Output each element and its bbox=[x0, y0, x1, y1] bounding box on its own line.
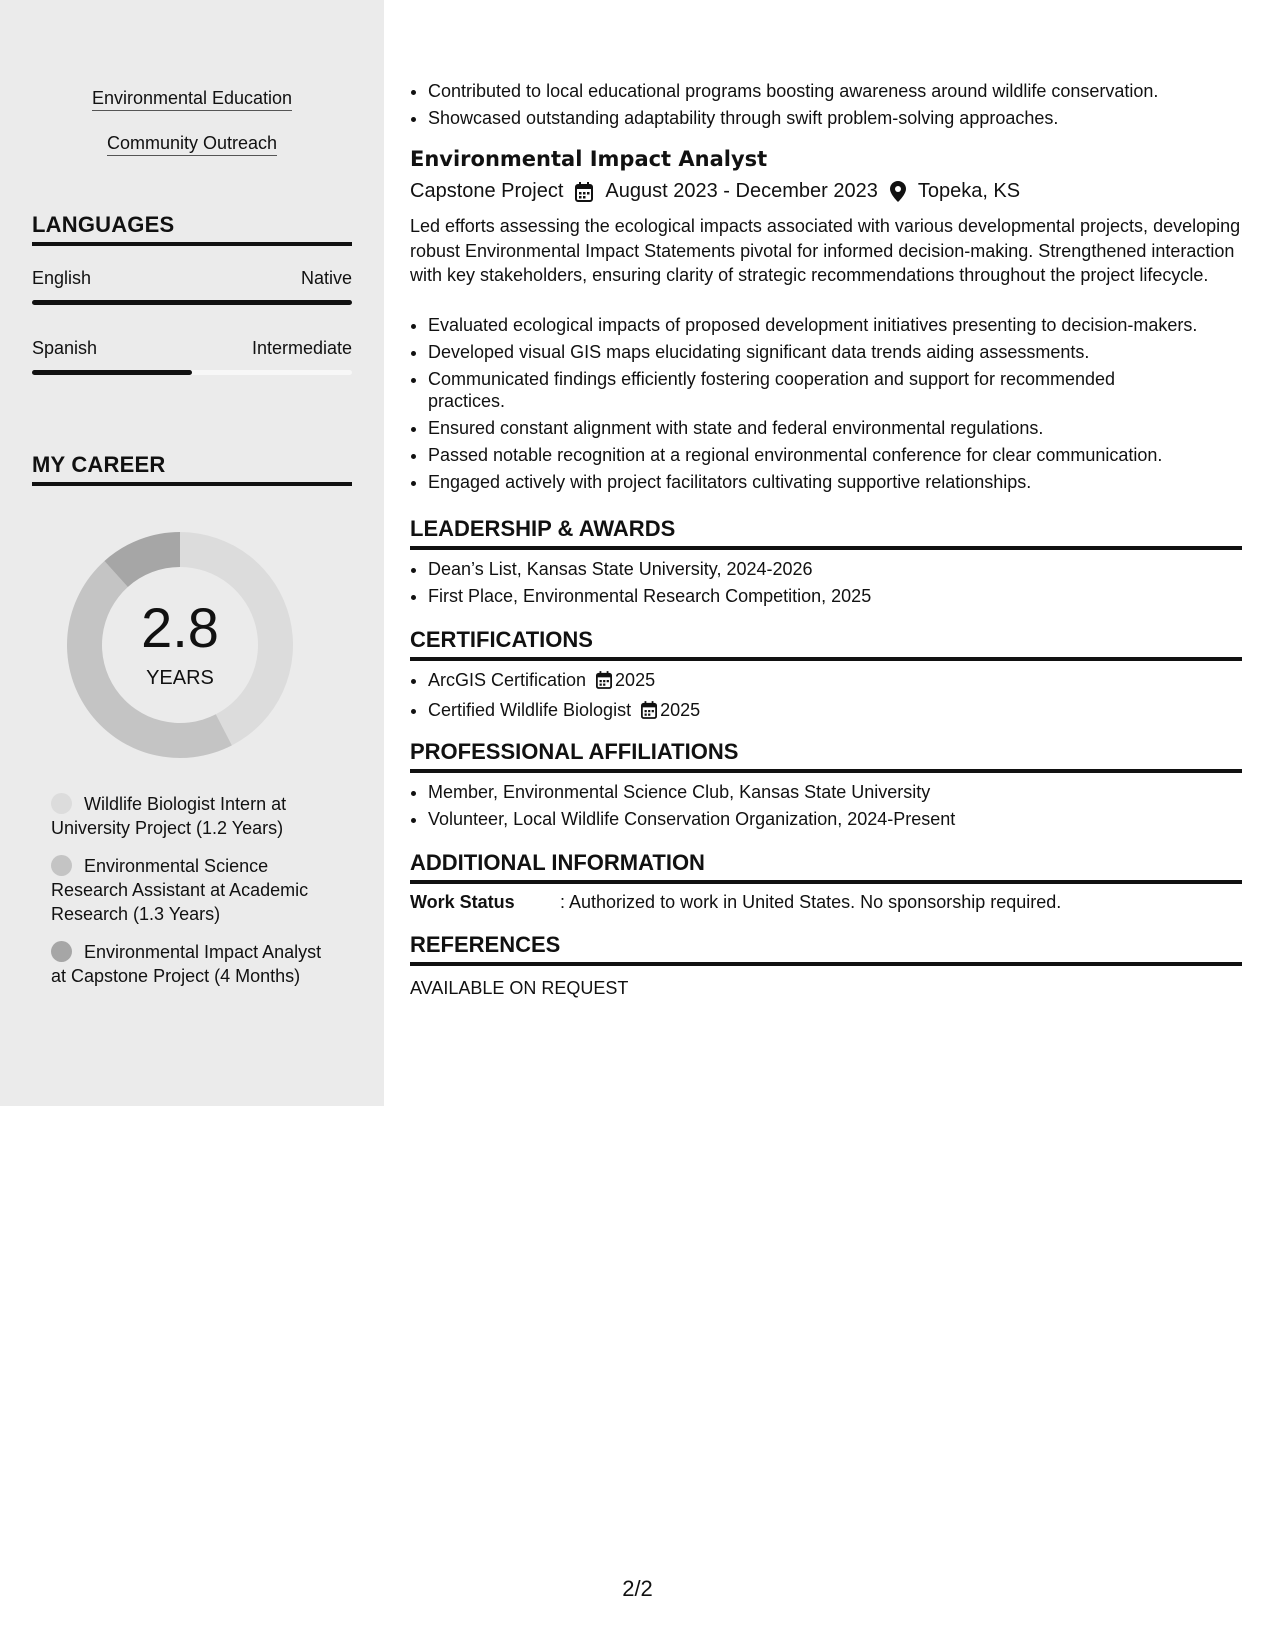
previous-job-bullets bbox=[410, 80, 1260, 134]
location-pin-icon bbox=[890, 181, 906, 202]
list-item: • Evaluated ecological impacts of proposed development initiatives presenting to decision-makers. bbox=[428, 314, 1260, 336]
career-legend-item: Wildlife Biologist Intern at University Project (1.2 Years) bbox=[51, 794, 287, 838]
list-item: • Contributed to local educational programs boosting awareness around wildlife conservation. bbox=[428, 80, 1260, 102]
donut-segment bbox=[67, 561, 232, 758]
cert-year: 2025 bbox=[615, 670, 656, 690]
certifications-heading: CERTIFICATIONS bbox=[410, 627, 1242, 661]
skill-tag: Environmental Education bbox=[0, 88, 384, 109]
list-item: • Member, Environmental Science Club, Kansas State University bbox=[428, 781, 1260, 803]
job-company: Capstone Project bbox=[410, 180, 564, 202]
list-item: • Volunteer, Local Wildlife Conservation Organization, 2024-Present bbox=[428, 808, 1260, 830]
work-status-value: : Authorized to work in United States. No sponsorship required. bbox=[560, 892, 1062, 912]
language-name: Spanish bbox=[32, 338, 98, 358]
language-row bbox=[32, 338, 352, 359]
language-level: Intermediate bbox=[251, 338, 352, 358]
calendar-icon bbox=[641, 701, 657, 724]
career-heading: MY CAREER bbox=[32, 452, 352, 486]
career-total-unit: YEARS bbox=[146, 667, 214, 689]
job-meta bbox=[410, 180, 1020, 203]
list-item: • Certified Wildlife Biologist 2025 bbox=[428, 699, 1260, 724]
career-legend-item: Environmental Science Research Assistant at Academic Research (1.3 Years) bbox=[51, 856, 309, 924]
career-total-years: 2.8 bbox=[141, 596, 219, 659]
list-item: • Developed visual GIS maps elucidating significant data trends aiding assessments. bbox=[428, 341, 1260, 363]
references-text: AVAILABLE ON REQUEST bbox=[410, 978, 629, 998]
list-item: • Ensured constant alignment with state and federal environmental regulations. bbox=[428, 417, 1260, 439]
calendar-icon bbox=[596, 671, 612, 694]
page-number: 2/2 bbox=[622, 1576, 653, 1601]
career-legend-item: Environmental Impact Analyst at Capstone Project (4 Months) bbox=[51, 942, 322, 986]
list-item: • ArcGIS Certification 2025 bbox=[428, 669, 1260, 694]
additional-info-heading: ADDITIONAL INFORMATION bbox=[410, 850, 1242, 884]
job-description: Led efforts assessing the ecological impacts associated with various developmental projects, developing robust Environmental Impact Statements pivotal for informed decision-making. Strengthened interaction with key stakeholders, ensuring clarity of strategic recommendations throughout the project lifecycle. bbox=[410, 216, 1241, 285]
language-proficiency-fill bbox=[32, 300, 352, 305]
language-row bbox=[32, 268, 352, 289]
job-bullets bbox=[410, 314, 1260, 498]
affiliations-list bbox=[410, 781, 1260, 835]
languages-heading: LANGUAGES bbox=[32, 212, 352, 246]
job-title: Environmental Impact Analyst bbox=[410, 147, 768, 171]
leadership-heading: LEADERSHIP & AWARDS bbox=[410, 516, 1242, 550]
work-status-row bbox=[410, 892, 1061, 913]
calendar-icon bbox=[575, 182, 593, 202]
list-item: • Communicated findings efficiently fostering cooperation and support for recommended practices. bbox=[428, 368, 1188, 412]
language-name: English bbox=[32, 268, 92, 288]
legend-dot-icon bbox=[51, 793, 72, 814]
language-proficiency-bar bbox=[32, 370, 352, 375]
list-item: • Showcased outstanding adaptability through swift problem-solving approaches. bbox=[428, 107, 1260, 129]
list-item: • Engaged actively with project facilitators cultivating supportive relationships. bbox=[428, 471, 1260, 493]
legend-dot-icon bbox=[51, 941, 72, 962]
work-status-label: Work Status bbox=[410, 892, 515, 912]
affiliations-heading: PROFESSIONAL AFFILIATIONS bbox=[410, 739, 1242, 773]
cert-year: 2025 bbox=[660, 700, 701, 720]
language-proficiency-fill bbox=[32, 370, 192, 375]
job-dates: August 2023 - December 2023 bbox=[605, 180, 878, 202]
list-item: • First Place, Environmental Research Competition, 2025 bbox=[428, 585, 1260, 607]
certifications-list bbox=[410, 669, 1260, 729]
skill-tag: Community Outreach bbox=[0, 133, 384, 154]
legend-dot-icon bbox=[51, 855, 72, 876]
references-heading: REFERENCES bbox=[410, 932, 1242, 966]
list-item: • Dean’s List, Kansas State University, 2024-2026 bbox=[428, 558, 1260, 580]
job-location: Topeka, KS bbox=[917, 180, 1021, 202]
list-item: • Passed notable recognition at a regional environmental conference for clear communication. bbox=[428, 444, 1260, 466]
leadership-list bbox=[410, 558, 1260, 612]
language-proficiency-bar bbox=[32, 300, 352, 305]
language-level: Native bbox=[300, 268, 352, 288]
